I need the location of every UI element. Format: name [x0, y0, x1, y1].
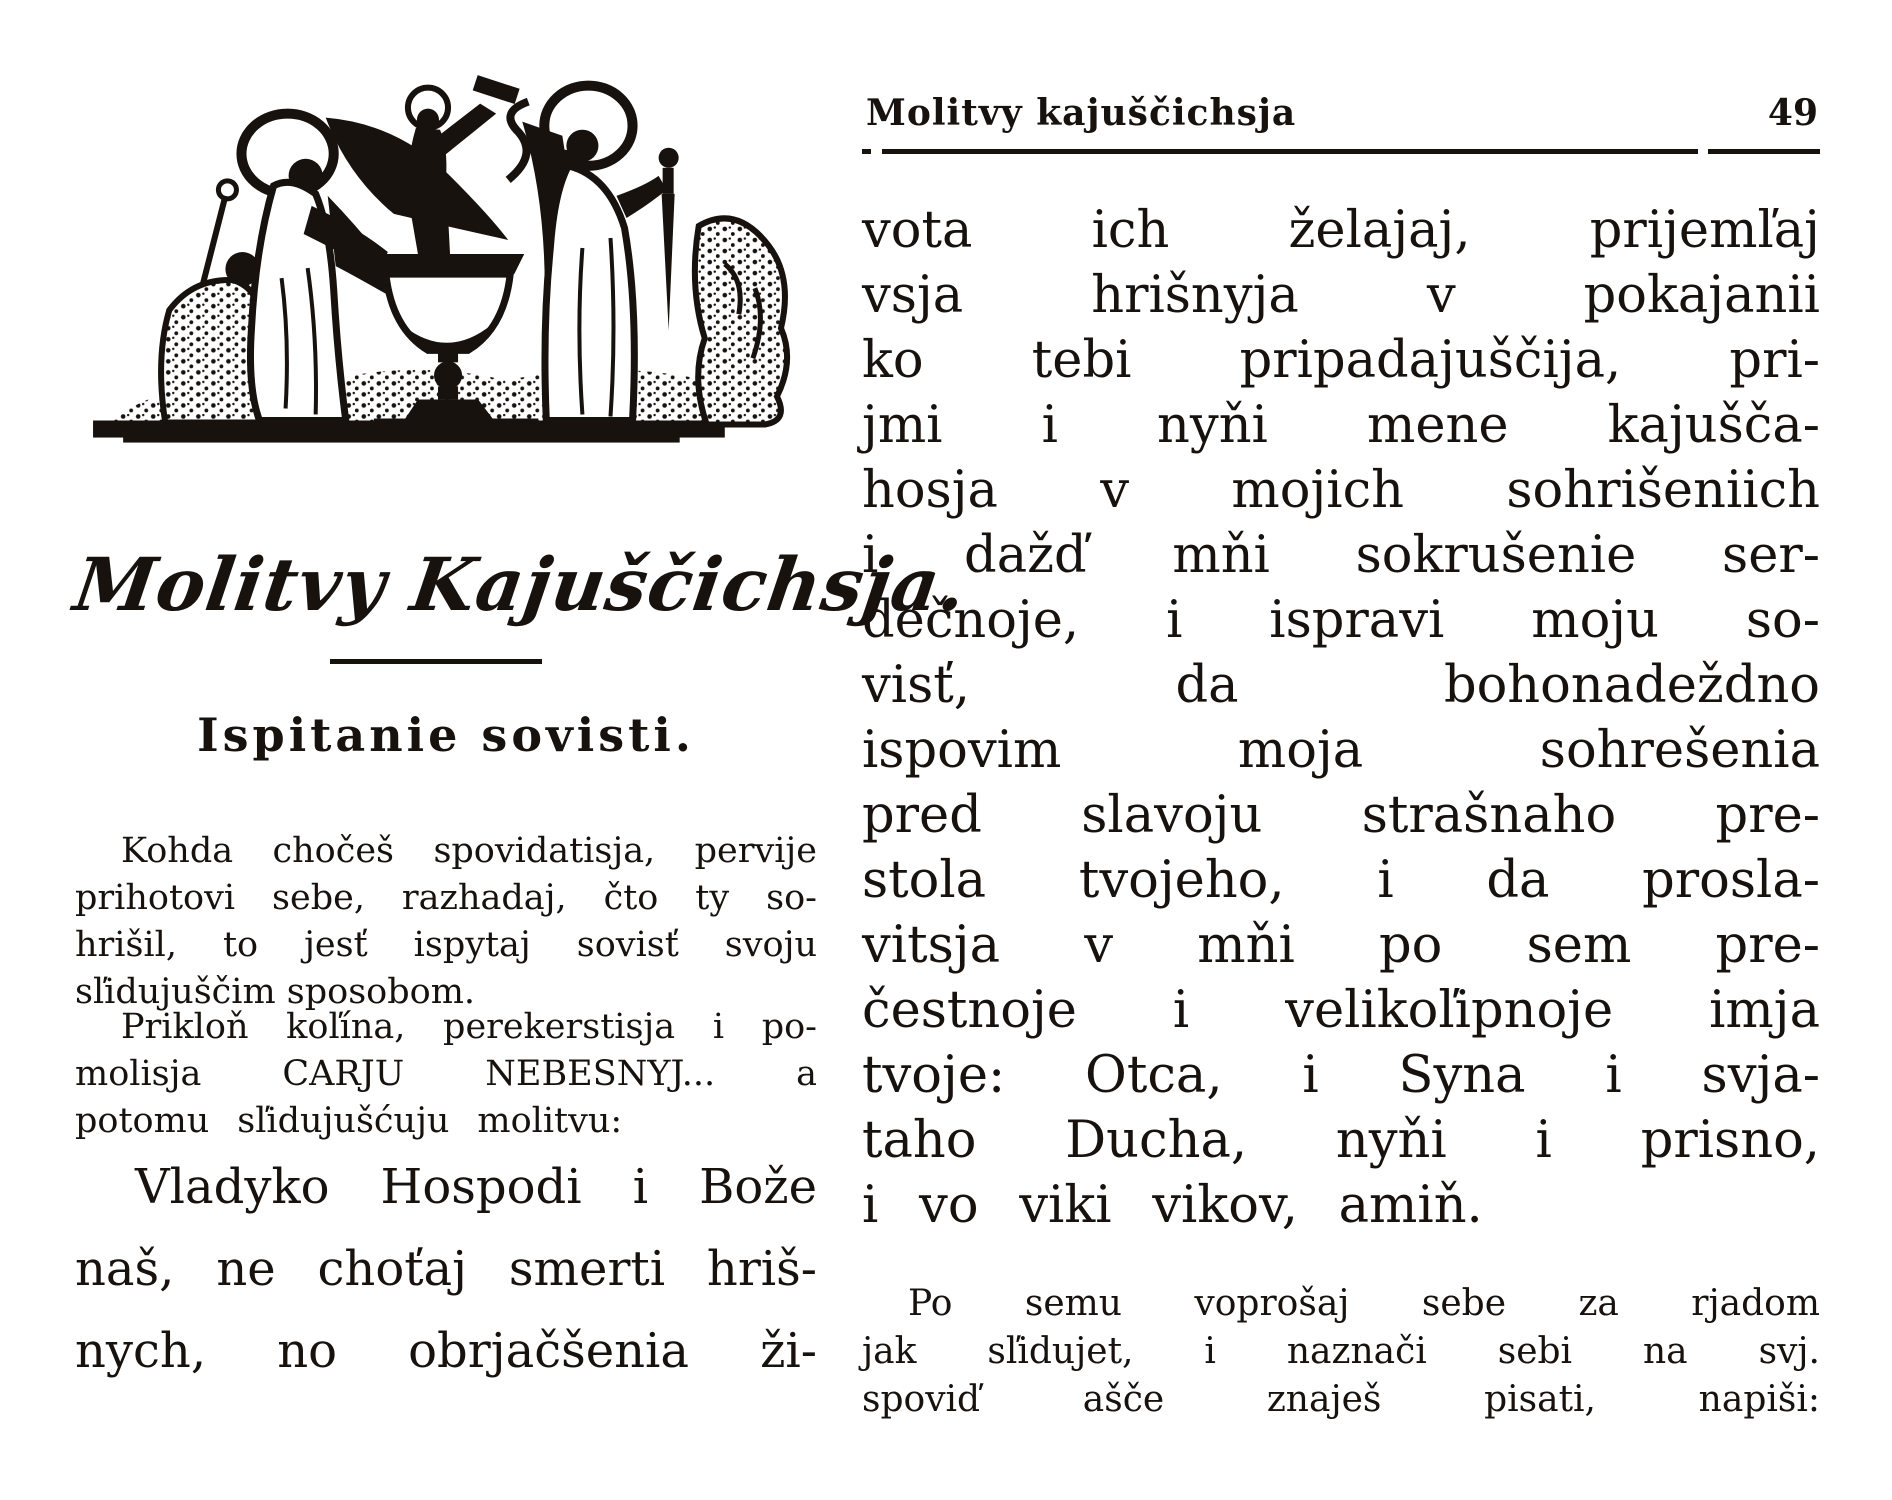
prayer-text — [75, 1146, 817, 1392]
paragraph-line: hrišil, to jesť ispytaj sovisť svoju — [75, 925, 817, 965]
script-title: Molitvy Kajuščichsja. — [68, 542, 973, 628]
body-line: jmi i nyňi mene kajušča- — [862, 396, 1820, 455]
body-line: stola tvojeho, i da prosla- — [862, 851, 1820, 910]
prayer-line: naš, ne choťaj smerti hriš- — [75, 1241, 817, 1297]
prayer-line: Vladyko Hospodi i Bože — [135, 1159, 817, 1215]
note-line: jak sľidujet, i naznači sebi na svj. — [862, 1331, 1820, 1372]
header-rule — [882, 149, 1698, 154]
body-line: taho Ducha, nyňi i prisno, — [862, 1111, 1820, 1170]
note-line: spoviď ašče znaješ pisati, napiši: — [862, 1379, 1820, 1420]
body-line: dečnoje, i ispravi moju so- — [862, 591, 1820, 650]
right-angel — [522, 86, 678, 421]
body-line: i dažď mňi sokrušenie ser- — [862, 526, 1820, 585]
header-rule-dot — [862, 149, 871, 154]
body-line: pred slavoju strašnaho pre- — [862, 786, 1820, 845]
prayer-line: nych, no obrjačšenia ži- — [75, 1323, 817, 1379]
note-line: Po semu voprošaj sebe za rjadom — [908, 1283, 1820, 1324]
body-line: vota ich želajaj, prijemľaj — [862, 201, 1820, 260]
body-line: ispovim moja sohrešenia — [862, 721, 1820, 780]
running-header: Molitvy kajuščichsja — [866, 92, 1297, 134]
body-line: vsja hrišnyja v pokajanii — [862, 266, 1820, 325]
body-line: čestnoje i velikoľipnoje imja — [862, 981, 1820, 1040]
body-line: hosja v mojich sohrišeniich — [862, 461, 1820, 520]
body-line: visť, da bohonadeždno — [862, 656, 1820, 715]
instruction-note — [862, 1280, 1820, 1424]
paragraph-line: sľidujuščim sposobom. — [75, 972, 476, 1012]
body-line: vitsja v mňi po sem pre- — [862, 916, 1820, 975]
body-line: tvoje: Otca, i Syna i svja- — [862, 1046, 1820, 1105]
body-line: ko tebi pripadajuščija, pri- — [862, 331, 1820, 390]
baptismal-font-engraving-illustration — [75, 26, 797, 450]
paragraph-line: potomu sľidujušćuju molitvu: — [75, 1101, 623, 1141]
paragraph-line: prihotovi sebe, razhadaj, čto ty so- — [75, 878, 817, 918]
body-line: i vo viki vikov, amiň. — [862, 1176, 1483, 1235]
section-rule — [330, 659, 542, 664]
section-heading: Ispitanie sovisti. — [197, 708, 695, 762]
paragraph-line: molisja CARJU NEBESNYJ... a — [75, 1054, 817, 1094]
page-number-rule — [1708, 149, 1820, 154]
paragraph-line: Prikloň koľína, perekerstisja i po- — [121, 1007, 817, 1047]
paragraph-line: Kohda chočeš spovidatisja, pervije — [121, 831, 817, 871]
instruction-paragraph-2 — [75, 1004, 817, 1145]
prayer-text-continued — [862, 198, 1820, 1238]
right-page — [862, 0, 1820, 1500]
page-header — [862, 92, 1820, 156]
page-number: 49 — [1767, 92, 1818, 134]
left-page — [68, 0, 973, 1500]
foliage-right — [695, 218, 787, 424]
instruction-paragraph-1 — [75, 828, 817, 1016]
